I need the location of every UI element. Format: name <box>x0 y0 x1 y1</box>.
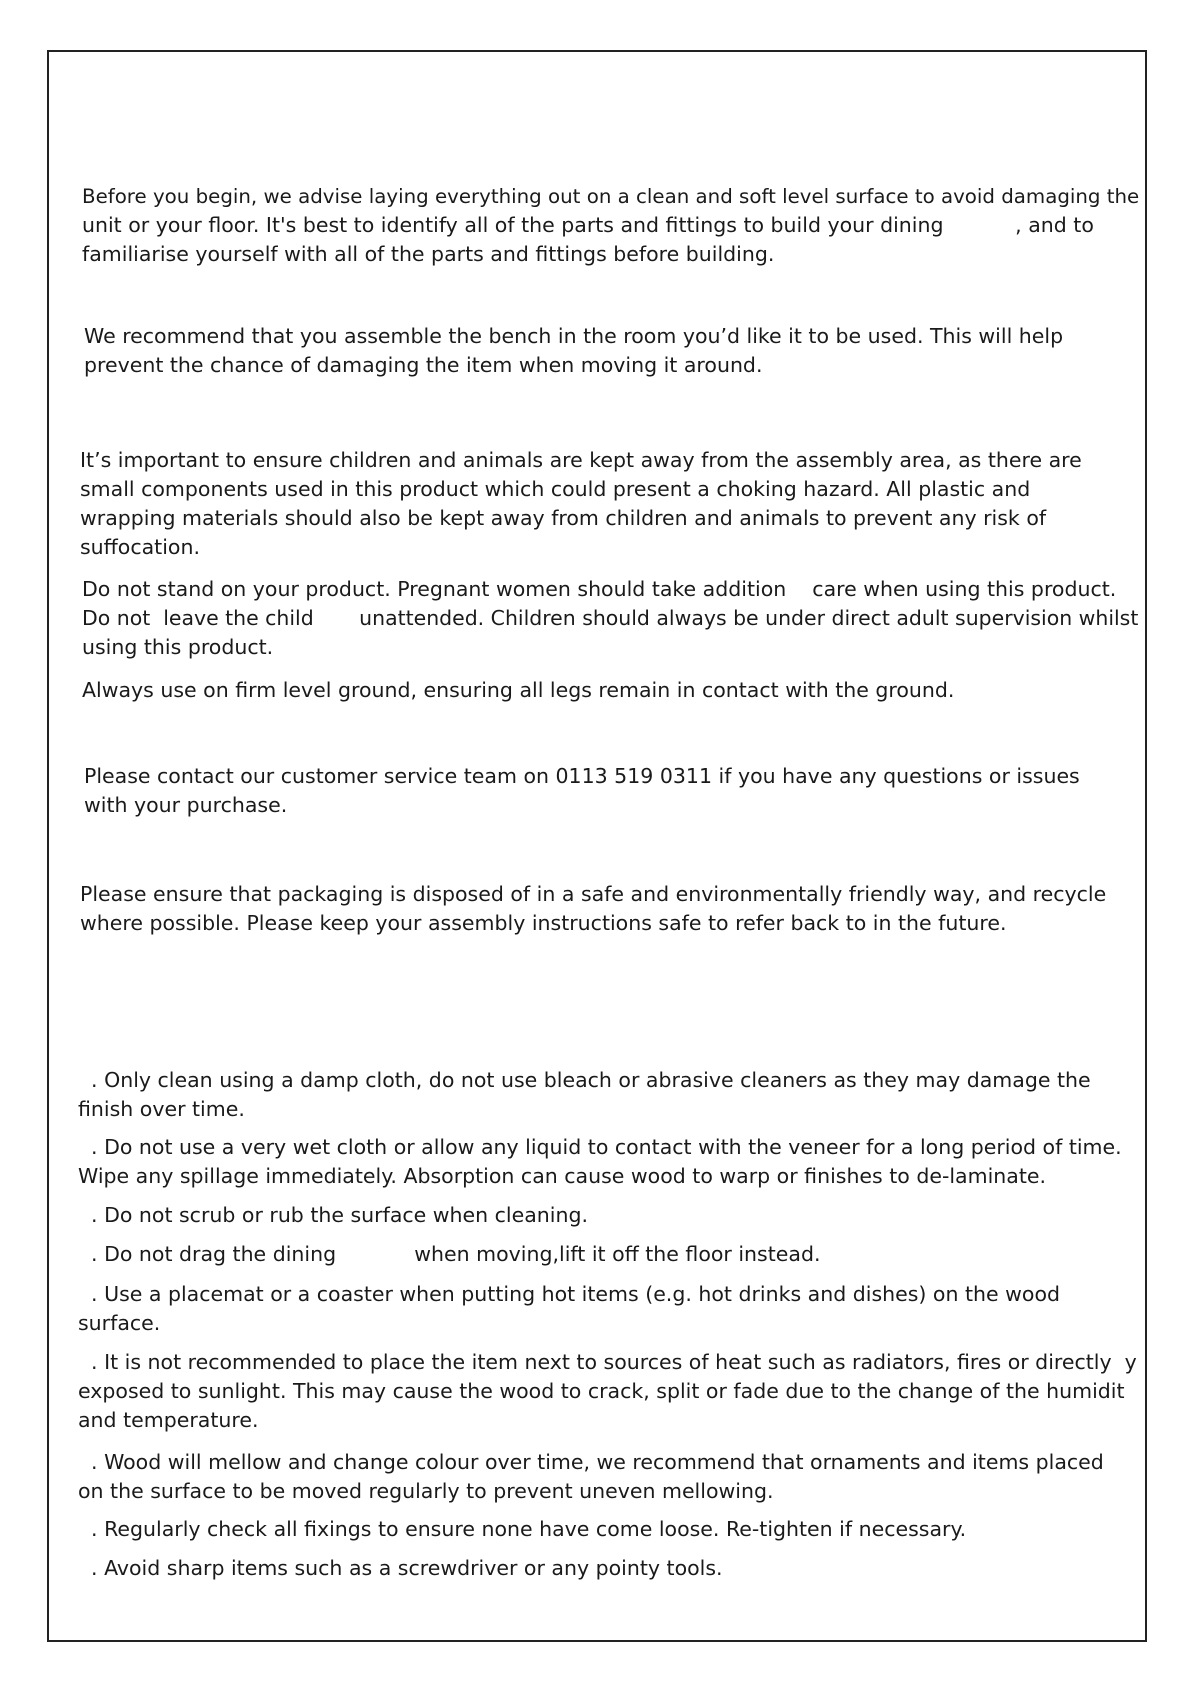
text-line: exposed to sunlight. This may cause the wood to crack, split or fade due to the change of the humidit <box>78 1379 1125 1403</box>
text-line: Always use on firm level ground, ensuring all legs remain in contact with the ground. <box>82 678 955 702</box>
text-line: where possible. Please keep your assembly instructions safe to refer back to in the future. <box>80 911 1007 935</box>
text-line: unit or your floor. It's best to identify all of the parts and fittings to build your dining , and to <box>82 213 1094 237</box>
text-line: on the surface to be moved regularly to prevent uneven mellowing. <box>78 1479 774 1503</box>
text-line: . Use a placemat or a coaster when putting hot items (e.g. hot drinks and dishes) on the wood <box>78 1282 1060 1306</box>
text-line: prevent the chance of damaging the item when moving it around. <box>84 353 763 377</box>
text-line: . Wood will mellow and change colour over time, we recommend that ornaments and items placed <box>78 1450 1104 1474</box>
text-line: with your purchase. <box>84 793 288 817</box>
text-line: Please ensure that packaging is disposed of in a safe and environmentally friendly way, and recycle <box>80 882 1107 906</box>
text-line: . Do not scrub or rub the surface when cleaning. <box>78 1203 589 1227</box>
text-line: Wipe any spillage immediately. Absorption can cause wood to warp or finishes to de-laminate. <box>78 1164 1047 1188</box>
text-line: Please contact our customer service team on 0113 519 0311 if you have any questions or issues <box>84 764 1080 788</box>
text-line: using this product. <box>82 635 274 659</box>
text-line: . Do not drag the dining when moving,lift it off the floor instead. <box>78 1242 821 1266</box>
text-line: and temperature. <box>78 1408 259 1432</box>
text-line: small components used in this product which could present a choking hazard. All plastic and <box>80 477 1031 501</box>
text-line: . Do not use a very wet cloth or allow any liquid to contact with the veneer for a long period of time. <box>78 1135 1122 1159</box>
text-line: . Only clean using a damp cloth, do not use bleach or abrasive cleaners as they may damage the <box>78 1068 1091 1092</box>
text-line: It’s important to ensure children and animals are kept away from the assembly area, as there are <box>80 448 1082 472</box>
text-line: Do not leave the child unattended. Children should always be under direct adult supervision whilst <box>82 606 1139 630</box>
text-line: wrapping materials should also be kept away from children and animals to prevent any risk of <box>80 506 1047 530</box>
text-line: finish over time. <box>78 1097 245 1121</box>
text-line: . Regularly check all fixings to ensure none have come loose. Re-tighten if necessary. <box>78 1517 967 1541</box>
text-line: Do not stand on your product. Pregnant women should take addition care when using this product. <box>82 577 1117 601</box>
text-line: Before you begin, we advise laying everything out on a clean and soft level surface to avoid damaging the <box>82 185 1140 208</box>
text-line: We recommend that you assemble the bench in the room you’d like it to be used. This will help <box>84 324 1064 348</box>
text-line: familiarise yourself with all of the parts and fittings before building. <box>82 242 775 266</box>
text-line: suffocation. <box>80 535 200 559</box>
text-line: . Avoid sharp items such as a screwdriver or any pointy tools. <box>78 1556 723 1580</box>
text-line: . It is not recommended to place the item next to sources of heat such as radiators, fires or directly y <box>78 1350 1137 1374</box>
text-line: surface. <box>78 1311 161 1335</box>
